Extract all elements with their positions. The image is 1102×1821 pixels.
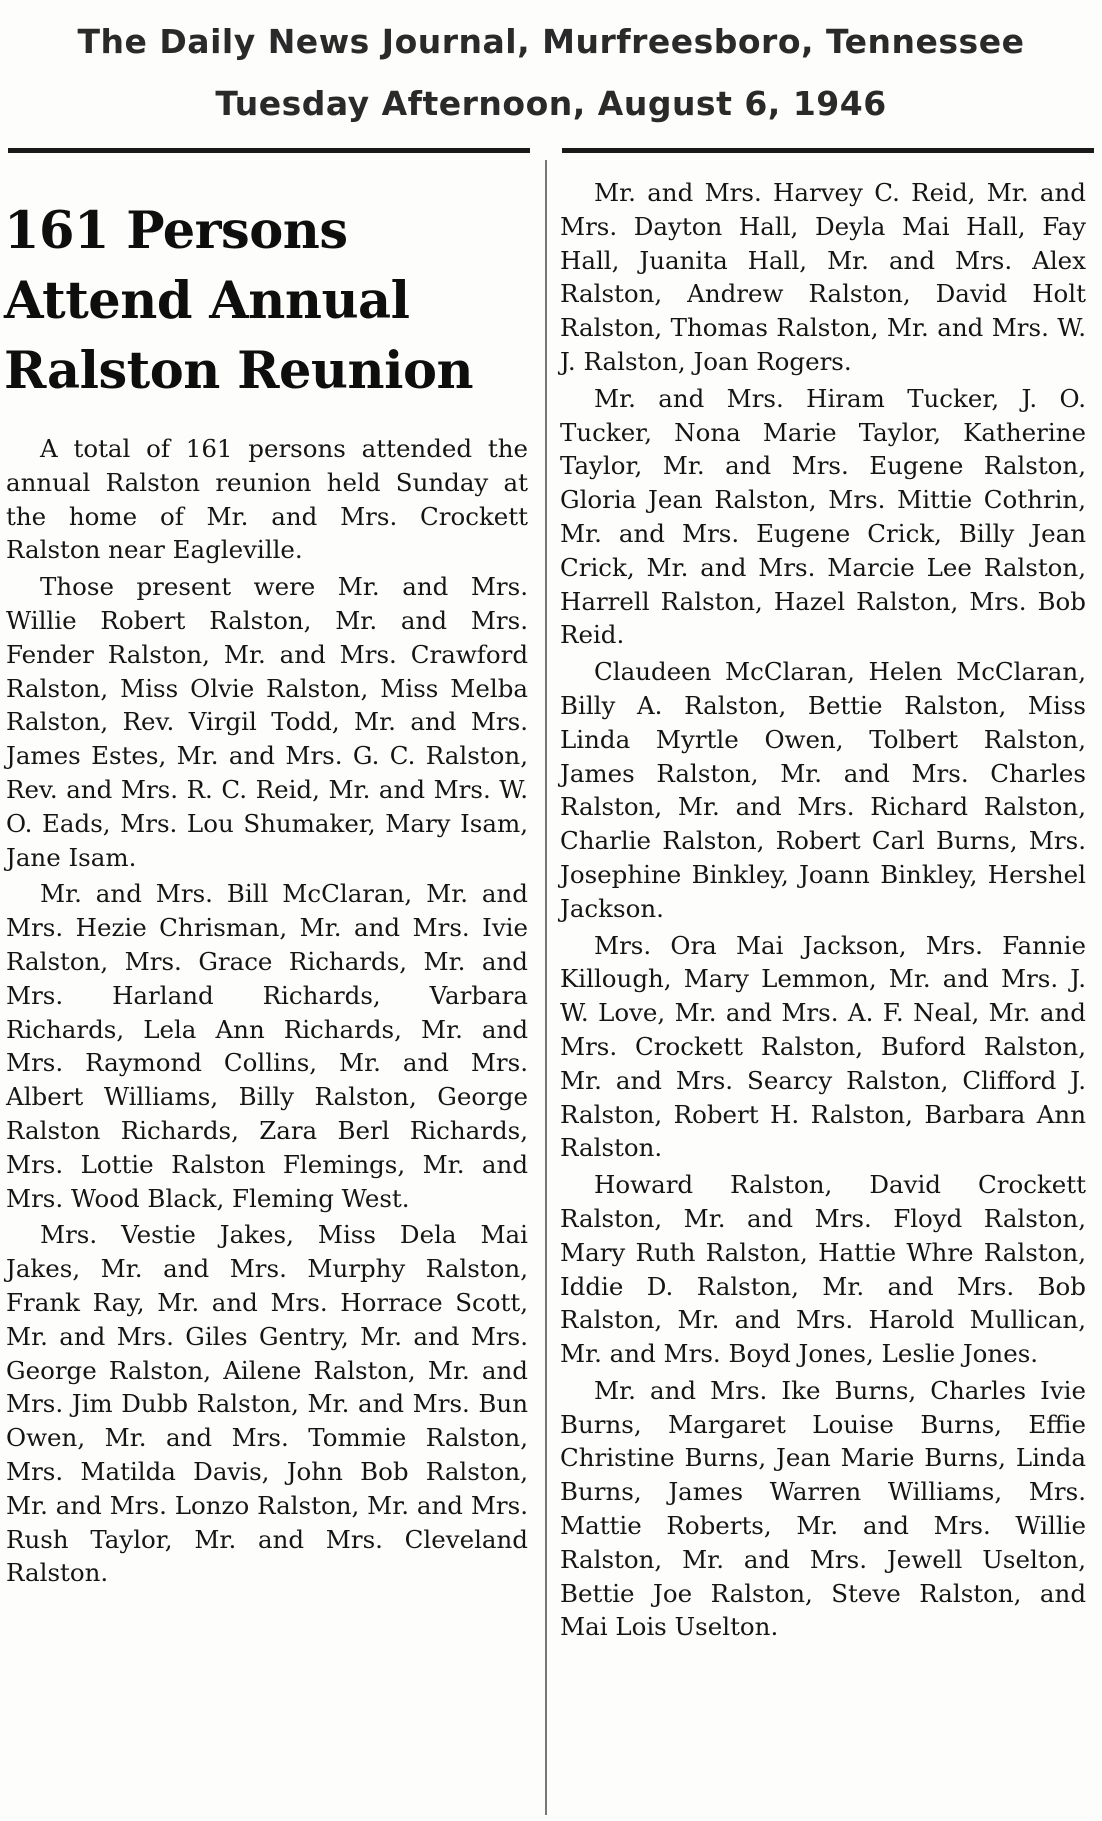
headline-line: 161 Persons — [4, 201, 348, 261]
article-column-left — [6, 432, 528, 1590]
article-paragraph: Mrs. Ora Mai Jackson, Mrs. Fannie Killough, Mary Lemmon, Mr. and Mrs. J. W. Love, Mr. and Mrs. A. F. Neal, Mr. and Mrs. Crockett Ralston, Buford Ralston, Mr. and Mrs. Searcy Ralston, Clifford J. Ralston, Robert H. Ralston, Barbara Ann Ralston. — [560, 930, 1086, 1163]
article-paragraph: Mr. and Mrs. Harvey C. Reid, Mr. and Mrs. Dayton Hall, Deyla Mai Hall, Fay Hall, Juanita Hall, Mr. and Mrs. Alex Ralston, Andrew Ralston, David Holt Ralston, Thomas Ralston, Mr. and Mrs. W. J. Ralston, Joan Rogers. — [560, 178, 1086, 376]
headline-line: Attend Annual — [4, 271, 410, 331]
article-paragraph: Mr. and Mrs. Hiram Tucker, J. O. Tucker, Nona Marie Taylor, Katherine Taylor, Mr. and Mrs. Eugene Ralston, Gloria Jean Ralston, Mrs. Mittie Cothrin, Mr. and Mrs. Eugene Crick, Billy Jean Crick, Mr. and Mrs. Marcie Lee Ralston, Harrell Ralston, Hazel Ralston, Mrs. Bob Reid. — [560, 383, 1086, 650]
column-rule-right — [562, 148, 1094, 153]
article-paragraph: Claudeen McClaran, Helen McClaran, Billy A. Ralston, Bettie Ralston, Miss Linda Myrtle Owen, Tolbert Ralston, James Ralston, Mr. and Mrs. Charles Ralston, Mr. and Mrs. Richard Ralston, Charlie Ralston, Robert Carl Burns, Mrs. Josephine Binkley, Joann Binkley, Hershel Jackson. — [560, 657, 1086, 923]
article-headline — [4, 196, 524, 406]
masthead-publication: The Daily News Journal, Murfreesboro, Tennessee — [77, 22, 1025, 61]
article-column-right — [560, 176, 1086, 1644]
masthead-date: Tuesday Afternoon, August 6, 1946 — [215, 84, 887, 123]
article-paragraph: Mrs. Vestie Jakes, Miss Dela Mai Jakes, Mr. and Mrs. Murphy Ralston, Frank Ray, Mr. and Mrs. Horrace Scott, Mr. and Mrs. Giles Gentry, Mr. and Mrs. George Ralston, Ailene Ralston, Mr. and Mrs. Jim Dubb Ralston, Mr. and Mrs. Bun Owen, Mr. and Mrs. Tommie Ralston, Mrs. Matilda Davis, John Bob Ralston, Mr. and Mrs. Lonzo Ralston, Mr. and Mrs. Rush Taylor, Mr. and Mrs. Cleveland Ralston. — [6, 1220, 528, 1588]
column-rule-left — [8, 148, 530, 153]
article-paragraph: Mr. and Mrs. Bill McClaran, Mr. and Mrs. Hezie Chrisman, Mr. and Mrs. Ivie Ralston, Mrs. Grace Richards, Mr. and Mrs. Harland Richards, Varbara Richards, Lela Ann Richards, Mr. and Mrs. Raymond Collins, Mr. and Mrs. Albert Williams, Billy Ralston, George Ralston Richards, Zara Berl Richards, Mrs. Lottie Ralston Flemings, Mr. and Mrs. Wood Black, Fleming West. — [6, 879, 528, 1213]
column-divider — [545, 160, 547, 1815]
article-paragraph: Those present were Mr. and Mrs. Willie Robert Ralston, Mr. and Mrs. Fender Ralston, Mr. and Mrs. Crawford Ralston, Miss Olvie Ralston, Miss Melba Ralston, Rev. Virgil Todd, Mr. and Mrs. James Estes, Mr. and Mrs. G. C. Ralston, Rev. and Mrs. R. C. Reid, Mr. and Mrs. W. O. Eads, Mrs. Lou Shumaker, Mary Isam, Jane Isam. — [6, 572, 528, 872]
headline-line: Ralston Reunion — [4, 341, 474, 401]
article-paragraph: A total of 161 persons attended the annual Ralston reunion held Sunday at the home of Mr. and Mrs. Crockett Ralston near Eagleville. — [6, 434, 528, 565]
article-paragraph: Howard Ralston, David Crockett Ralston, Mr. and Mrs. Floyd Ralston, Mary Ruth Ralston, Hattie Whre Ralston, Iddie D. Ralston, Mr. and Mrs. Bob Ralston, Mr. and Mrs. Harold Mullican, Mr. and Mrs. Boyd Jones, Leslie Jones. — [560, 1170, 1086, 1369]
article-paragraph: Mr. and Mrs. Ike Burns, Charles Ivie Burns, Margaret Louise Burns, Effie Christine Burns, Jean Marie Burns, Linda Burns, James Warren Williams, Mrs. Mattie Roberts, Mr. and Mrs. Willie Ralston, Mr. and Mrs. Jewell Uselton, Bettie Joe Ralston, Steve Ralston, and Mai Lois Uselton. — [560, 1375, 1086, 1642]
